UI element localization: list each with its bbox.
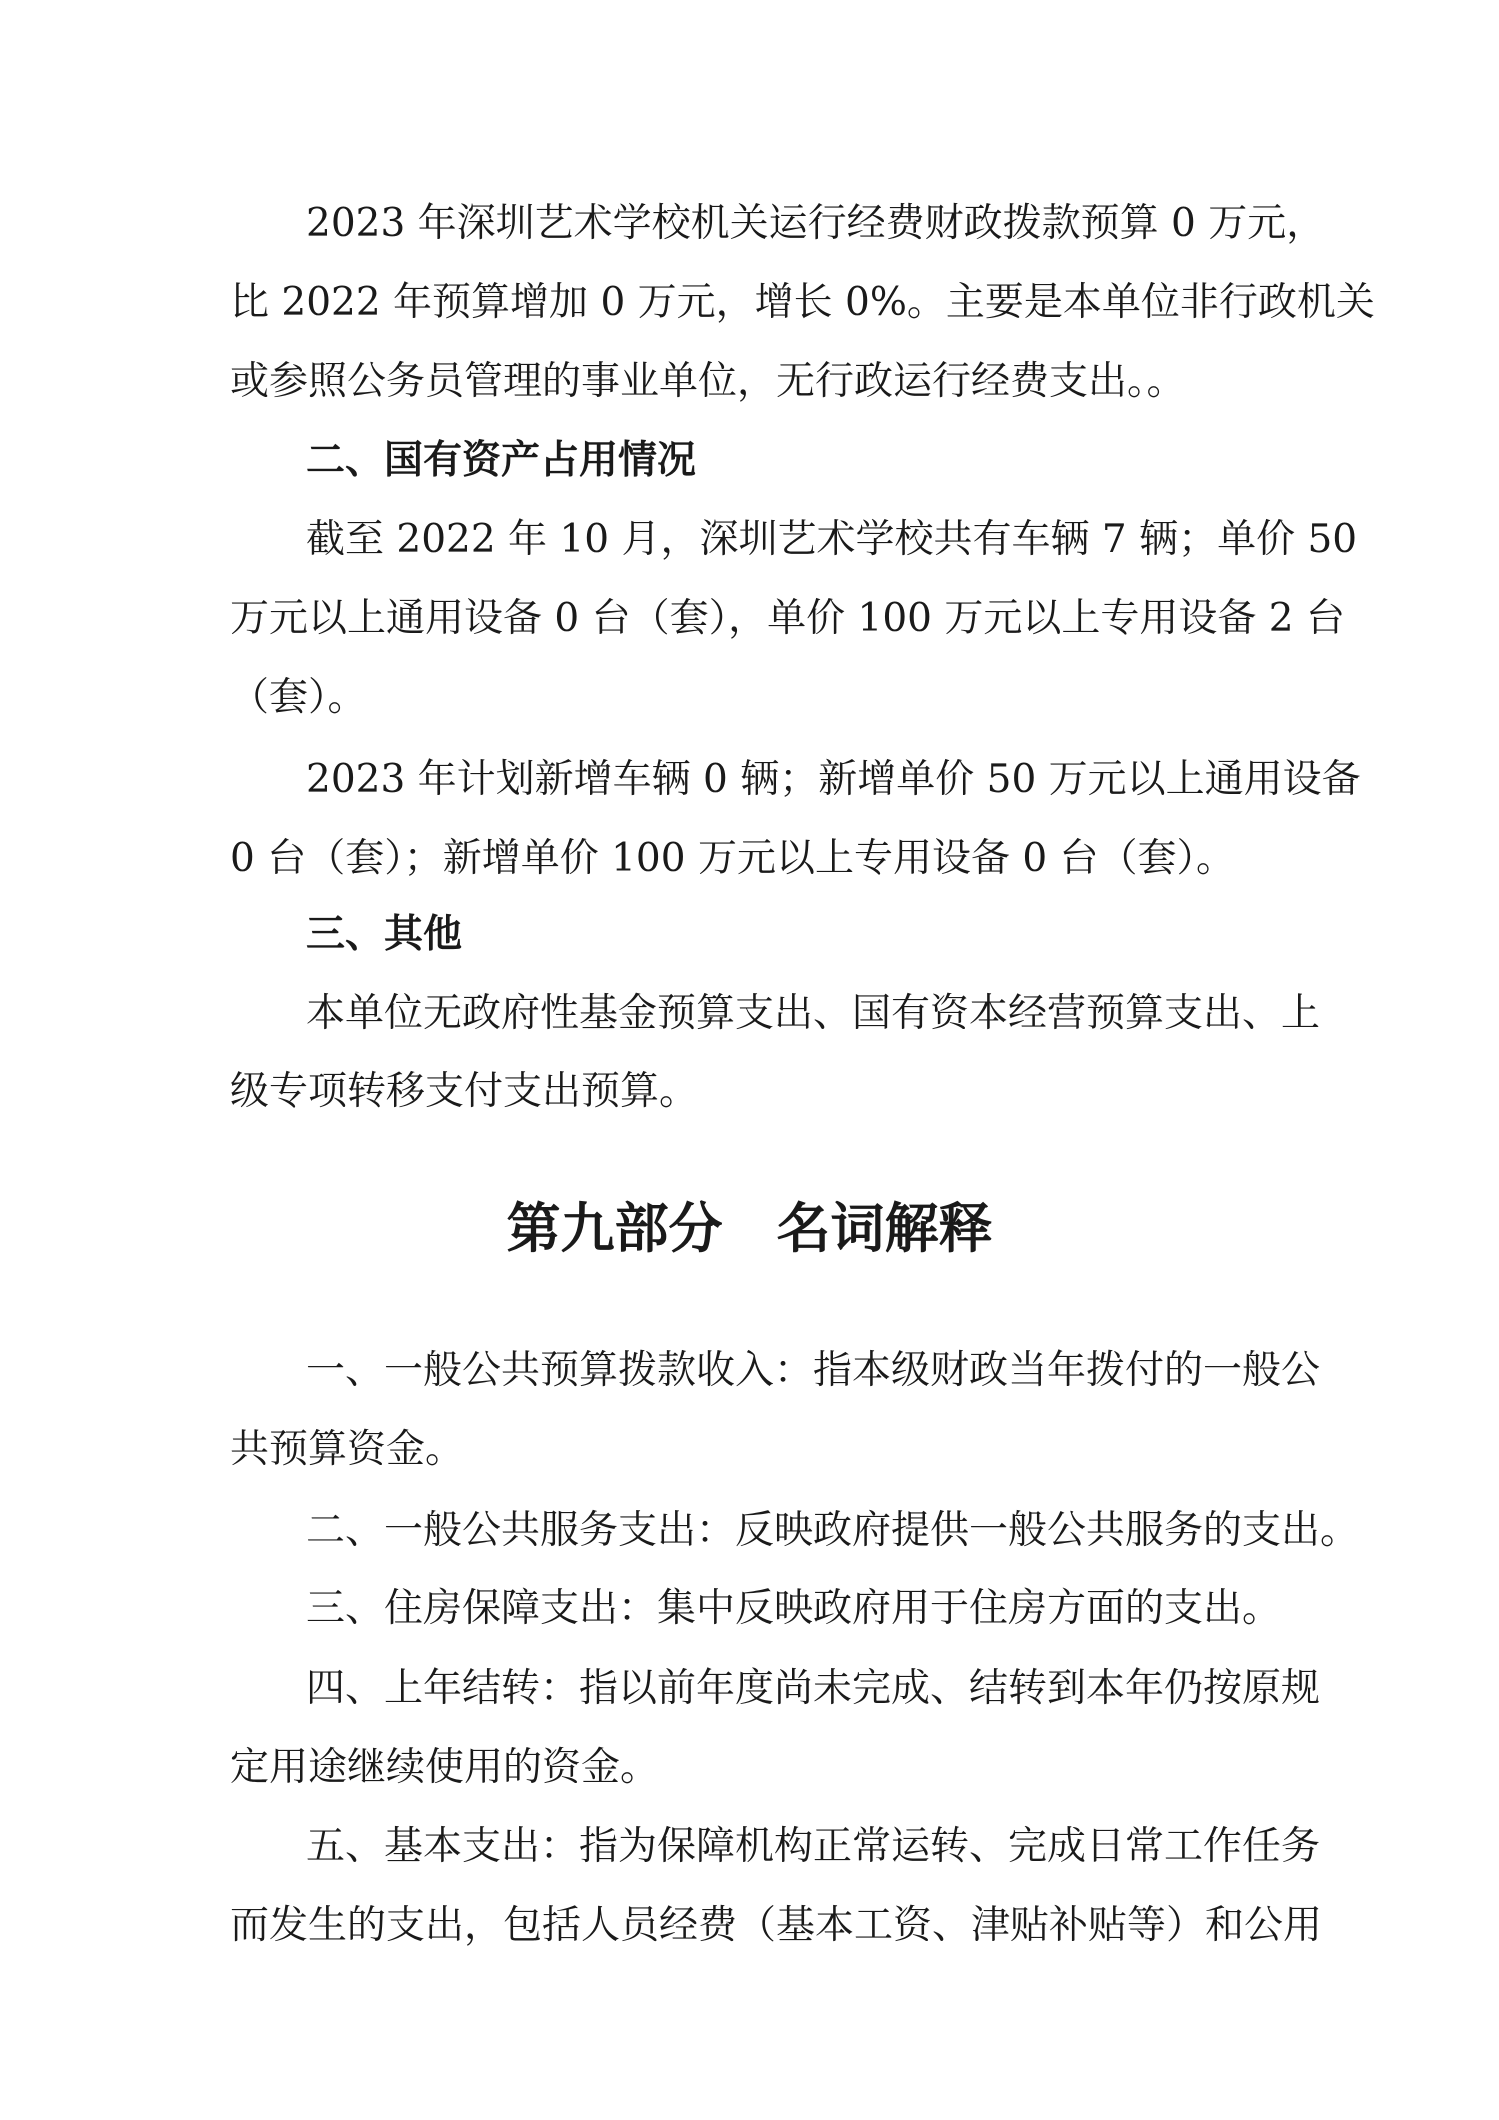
glossary-line: 五、基本支出：指为保障机构正常运转、完成日常工作任务 xyxy=(306,1824,1321,1869)
part-title: 第九部分 名词解释 xyxy=(506,1197,993,1260)
paragraph-line: （套）。 xyxy=(230,675,367,720)
paragraph-line: 本单位无政府性基金预算支出、国有资本经营预算支出、上 xyxy=(306,991,1321,1036)
section-heading-assets: 二、国有资产占用情况 xyxy=(306,438,697,483)
glossary-line: 四、上年结转：指以前年度尚未完成、结转到本年仍按原规 xyxy=(306,1666,1321,1711)
glossary-line: 定用途继续使用的资金。 xyxy=(230,1745,660,1790)
glossary-line: 而发生的支出，包括人员经费（基本工资、津贴补贴等）和公用 xyxy=(230,1903,1323,1948)
paragraph-line: 2023 年计划新增车辆 0 辆；新增单价 50 万元以上通用设备 xyxy=(306,757,1361,802)
glossary-line: 一、一般公共预算拨款收入：指本级财政当年拨付的一般公 xyxy=(306,1348,1321,1393)
paragraph-line: 0 台（套）；新增单价 100 万元以上专用设备 0 台（套）。 xyxy=(230,836,1236,881)
paragraph-line: 比 2022 年预算增加 0 万元，增长 0%。主要是本单位非行政机关 xyxy=(230,280,1375,325)
paragraph-line: 万元以上通用设备 0 台（套），单价 100 万元以上专用设备 2 台 xyxy=(230,596,1345,641)
glossary-line: 三、住房保障支出：集中反映政府用于住房方面的支出。 xyxy=(306,1586,1282,1631)
paragraph-line: 2023 年深圳艺术学校机关运行经费财政拨款预算 0 万元， xyxy=(306,201,1326,246)
paragraph-line: 截至 2022 年 10 月，深圳艺术学校共有车辆 7 辆；单价 50 xyxy=(306,517,1358,562)
paragraph-line: 级专项转移支付支出预算。 xyxy=(230,1069,699,1114)
glossary-line: 共预算资金。 xyxy=(230,1427,465,1472)
paragraph-line: 或参照公务员管理的事业单位，无行政运行经费支出。。 xyxy=(230,359,1186,404)
section-heading-other: 三、其他 xyxy=(306,912,463,957)
glossary-line: 二、一般公共服务支出：反映政府提供一般公共服务的支出。 xyxy=(306,1508,1360,1553)
